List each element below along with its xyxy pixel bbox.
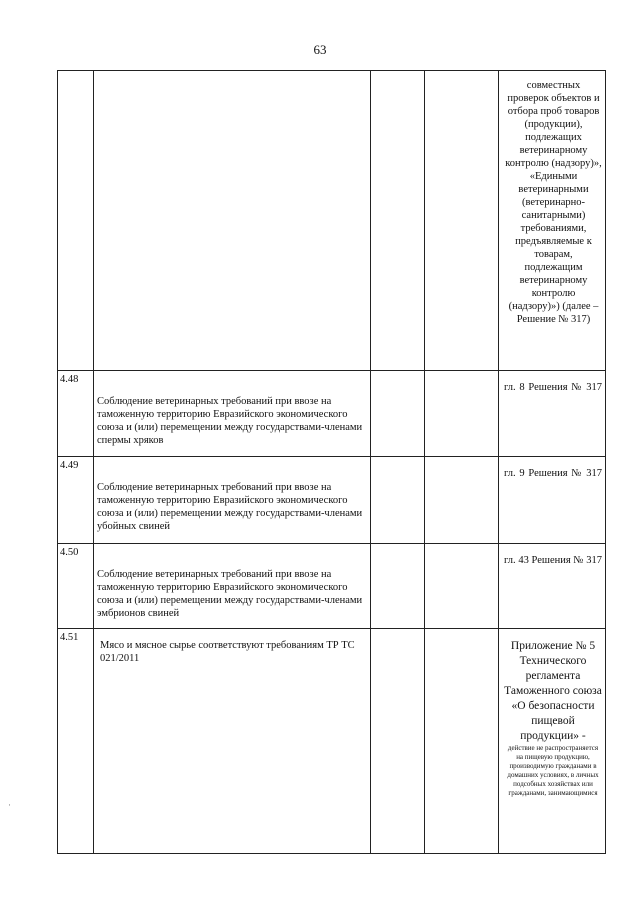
row-reference: гл. 8 Решения № 317 (499, 371, 606, 457)
row-number: 4.48 (58, 371, 94, 457)
row-description: Соблюдение ветеринарных требований при ввозе на таможенную территорию Евразийского экономического союза и (или) перемещении между государствами-членами эмбрионов свиней (94, 544, 371, 629)
reference-main-text: Приложение № 5 Технического регламента Таможенного союза «О безопасности пищевой продукции» - (504, 640, 602, 742)
empty-cell (371, 371, 425, 457)
empty-cell (425, 544, 499, 629)
empty-cell (425, 629, 499, 854)
table-row (58, 544, 606, 629)
empty-cell (425, 457, 499, 544)
row-reference: гл. 43 Решения № 317 (499, 544, 606, 629)
stray-mark: · (8, 800, 11, 810)
row-number: 4.50 (58, 544, 94, 629)
reference-cell: совместных проверок объектов и отбора проб товаров (продукции), подлежащих ветеринарному контролю (надзору)», «Едиными ветеринарными (ветеринарно-санитарными) требованиями, предъявляемые к товарам, подлежащим ветеринарному контролю (надзору)») (далее – Решение № 317) (499, 71, 606, 371)
row-description: Соблюдение ветеринарных требований при ввозе на таможенную территорию Евразийского экономического союза и (или) перемещении между государствами-членами убойных свиней (94, 457, 371, 544)
page-number: 63 (313, 42, 327, 57)
number-cell (58, 71, 94, 371)
empty-cell (371, 457, 425, 544)
empty-cell (371, 629, 425, 854)
table-row (58, 371, 606, 457)
row-reference (499, 629, 606, 854)
row-reference: гл. 9 Решения № 317 (499, 457, 606, 544)
row-number: 4.49 (58, 457, 94, 544)
row-number: 4.51 (58, 629, 94, 854)
table-row (58, 629, 606, 854)
empty-cell (425, 371, 499, 457)
empty-cell (371, 71, 425, 371)
requirements-table (57, 70, 606, 854)
empty-cell (425, 71, 499, 371)
row-description: Мясо и мясное сырье соответствуют требованиям ТР ТС 021/2011 (94, 629, 371, 854)
description-cell (94, 71, 371, 371)
row-description: Соблюдение ветеринарных требований при ввозе на таможенную территорию Евразийского экономического союза и (или) перемещении между государствами-членами спермы хряков (94, 371, 371, 457)
empty-cell (371, 544, 425, 629)
reference-note-text: действие не распространяется на пищевую продукцию, производимую гражданами в домашних условиях, в личных подсобных хозяйствах или гражданами, занимающимися (507, 744, 599, 797)
table-row (58, 457, 606, 544)
table-row-continuation (58, 71, 606, 371)
